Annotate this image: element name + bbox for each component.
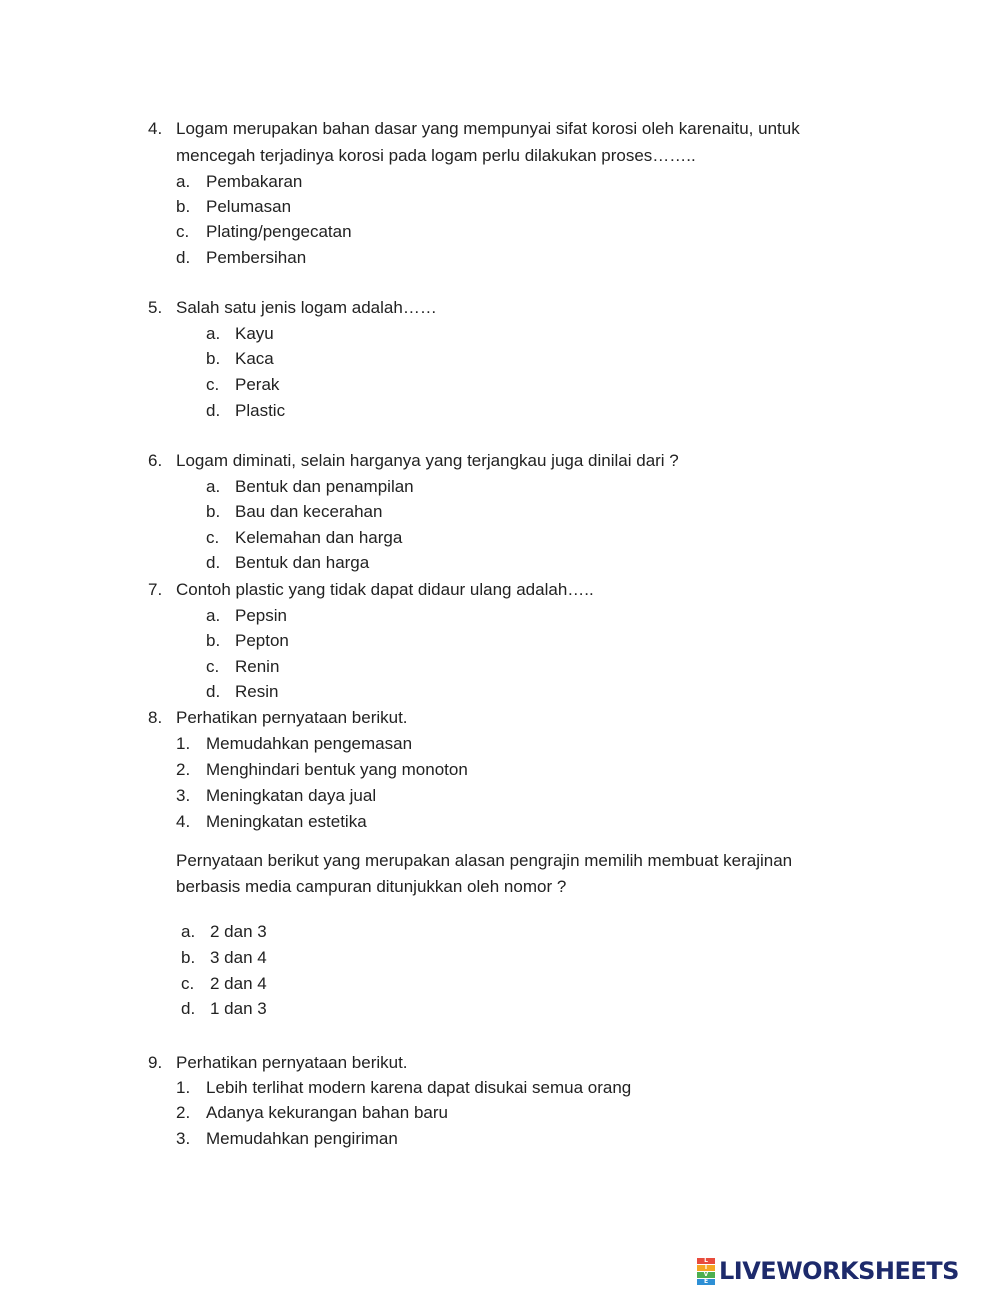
option-label: c. — [176, 222, 190, 241]
statement-text: Meningkatan estetika — [206, 812, 367, 831]
logo-letter: V — [697, 1272, 715, 1278]
option-label: b. — [176, 197, 191, 216]
option-label: b. — [206, 631, 221, 650]
option-text: Perak — [235, 375, 280, 394]
question-text: Logam merupakan bahan dasar yang mempunyai sifat korosi oleh karenaitu, untuk — [176, 119, 800, 138]
option-text: Pembersihan — [206, 248, 307, 267]
logo-letter: E — [697, 1279, 715, 1285]
option-text: Plating/pengecatan — [206, 222, 352, 241]
statement-label: 3. — [176, 1129, 191, 1148]
option-text: 3 dan 4 — [210, 948, 267, 967]
statement-label: 2. — [176, 760, 191, 779]
question-number: 8. — [148, 708, 163, 727]
option-label: a. — [206, 606, 221, 625]
option-label: b. — [206, 349, 221, 368]
option-text: Kaca — [235, 349, 274, 368]
option-text: Pepton — [235, 631, 289, 650]
option-text: Renin — [235, 657, 280, 676]
liveworksheets-logo — [697, 1255, 993, 1287]
option-text: Bau dan kecerahan — [235, 502, 383, 521]
option-label: d. — [206, 401, 221, 420]
statement-label: 1. — [176, 1078, 191, 1097]
option-label: c. — [206, 657, 220, 676]
option-label: d. — [206, 682, 221, 701]
option-text: Plastic — [235, 401, 286, 420]
statement-label: 3. — [176, 786, 191, 805]
option-text: Resin — [235, 682, 279, 701]
option-text: Pembakaran — [206, 172, 303, 191]
statement-text: Memudahkan pengiriman — [206, 1129, 398, 1148]
statement-text: Memudahkan pengemasan — [206, 734, 413, 753]
question-prompt: Pernyataan berikut yang merupakan alasan pengrajin memilih membuat kerajinan — [176, 851, 793, 870]
statement-label: 4. — [176, 812, 191, 831]
option-text: Bentuk dan penampilan — [235, 477, 414, 496]
question-prompt: berbasis media campuran ditunjukkan oleh nomor ? — [176, 877, 567, 896]
question-text: Perhatikan pernyataan berikut. — [176, 708, 408, 727]
option-label: a. — [206, 324, 221, 343]
option-label: d. — [206, 553, 221, 572]
option-label: b. — [181, 948, 196, 967]
question-number: 9. — [148, 1053, 163, 1072]
logo-letter: L — [697, 1258, 715, 1264]
question-number: 7. — [148, 580, 163, 599]
option-label: c. — [206, 375, 220, 394]
option-text: Pelumasan — [206, 197, 292, 216]
option-text: 2 dan 4 — [210, 974, 267, 993]
option-label: a. — [181, 922, 196, 941]
question-number: 5. — [148, 298, 163, 317]
statement-text: Adanya kekurangan bahan baru — [206, 1103, 448, 1122]
option-text: Pepsin — [235, 606, 287, 625]
brand-name: LIVEWORKSHEETS — [719, 1257, 959, 1285]
question-text: Contoh plastic yang tidak dapat didaur ulang adalah….. — [176, 580, 594, 599]
option-label: a. — [176, 172, 191, 191]
option-label: d. — [181, 999, 196, 1018]
option-text: Kayu — [235, 324, 274, 343]
statement-text: Meningkatan daya jual — [206, 786, 377, 805]
option-label: b. — [206, 502, 221, 521]
statement-text: Lebih terlihat modern karena dapat disukai semua orang — [206, 1078, 632, 1097]
option-text: 2 dan 3 — [210, 922, 267, 941]
liveworksheets-logo-icon — [697, 1258, 715, 1284]
question-text: mencegah terjadinya korosi pada logam perlu dilakukan proses…….. — [176, 146, 696, 165]
statement-label: 1. — [176, 734, 191, 753]
statement-text: Menghindari bentuk yang monoton — [206, 760, 468, 779]
option-label: d. — [176, 248, 191, 267]
question-number: 6. — [148, 451, 163, 470]
question-text: Logam diminati, selain harganya yang terjangkau juga dinilai dari ? — [176, 451, 679, 470]
logo-letter: I — [697, 1265, 715, 1271]
statement-label: 2. — [176, 1103, 191, 1122]
option-label: c. — [206, 528, 220, 547]
option-label: c. — [181, 974, 195, 993]
option-text: 1 dan 3 — [210, 999, 267, 1018]
question-text: Perhatikan pernyataan berikut. — [176, 1053, 408, 1072]
option-text: Bentuk dan harga — [235, 553, 370, 572]
question-text: Salah satu jenis logam adalah…… — [176, 298, 437, 317]
question-number: 4. — [148, 119, 163, 138]
option-text: Kelemahan dan harga — [235, 528, 403, 547]
option-label: a. — [206, 477, 221, 496]
